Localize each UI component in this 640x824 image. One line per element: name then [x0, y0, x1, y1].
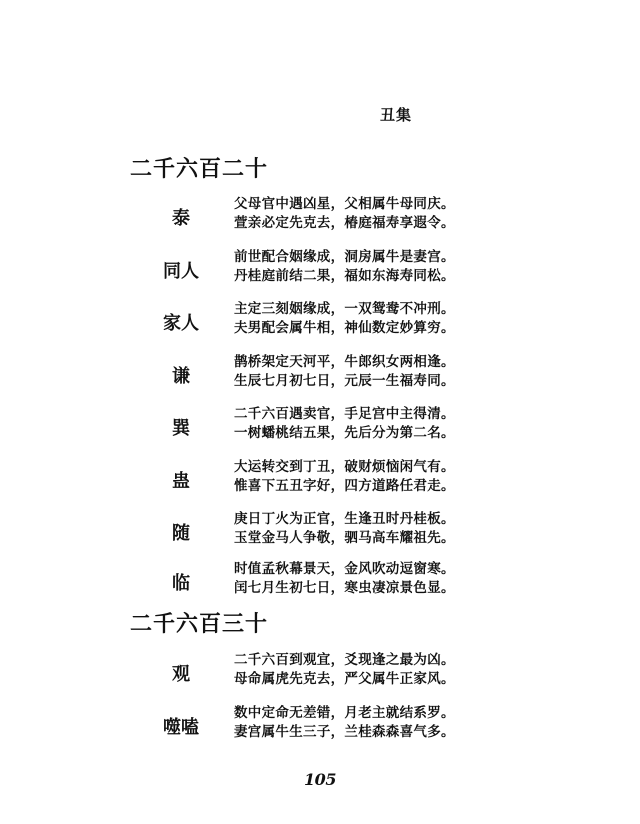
- verse-line: 庚日丁火为正官，生逢丑时丹桂板。: [234, 511, 455, 527]
- verse-line: 数中定命无差错，月老主就结系罗。: [234, 705, 455, 721]
- verse-line: 父母官中遇凶星，父相属牛母同庆。: [234, 196, 455, 212]
- hexagram-name: 巽: [172, 418, 190, 439]
- verse-line: 生辰七月初七日，元辰一生福寿同。: [234, 373, 455, 389]
- hexagram-name: 观: [172, 664, 190, 685]
- entry: [150, 350, 480, 394]
- verse-line: 夫男配会属牛相，神仙数定妙算穷。: [234, 320, 455, 336]
- verse-line: 时值孟秋幕景天，金风吹动逗窗寒。: [234, 561, 455, 577]
- entry: [150, 557, 480, 601]
- verse-line: 一树蟠桃结五果，先后分为第二名。: [234, 425, 455, 441]
- entry: [150, 455, 480, 499]
- hexagram-name: 同人: [163, 261, 199, 282]
- hexagram-name: 临: [172, 573, 190, 594]
- entry: [150, 648, 480, 692]
- verse-line: 萱亲必定先克去，椿庭福寿享遐令。: [234, 215, 455, 231]
- verse-line: 二千六百到观宜，爻现逢之最为凶。: [234, 652, 455, 668]
- verse-line: 主定三刻姻缘成，一双鸳鸯不冲刑。: [234, 301, 455, 317]
- verse-line: 惟喜下五丑字好，四方道路任君走。: [234, 478, 455, 494]
- hexagram-name: 家人: [163, 313, 199, 334]
- entry: [150, 507, 480, 551]
- hexagram-name: 噬嗑: [163, 717, 199, 738]
- hexagram-name: 泰: [172, 208, 190, 229]
- verse-line: 闰七月生初七日，寒虫凄凉景色显。: [234, 580, 455, 596]
- entry: [150, 192, 480, 236]
- section-title: 二千六百二十: [130, 156, 269, 182]
- entry: [150, 701, 480, 745]
- entry: [150, 402, 480, 446]
- verse-line: 大运转交到丁丑，破财烦恼闲气有。: [234, 459, 455, 475]
- entry: [150, 245, 480, 289]
- page-number: 105: [304, 770, 336, 789]
- verse-line: 鹊桥架定天河平，牛郎织女两相逢。: [234, 354, 455, 370]
- verse-line: 丹桂庭前结二果，福如东海寿同松。: [234, 268, 455, 284]
- running-header: 丑集: [380, 106, 413, 124]
- verse-line: 二千六百遇卖官，手足宫中主得清。: [234, 406, 455, 422]
- hexagram-name: 谦: [172, 366, 190, 387]
- section-title: 二千六百三十: [130, 611, 269, 637]
- verse-line: 玉堂金马人争敬，驷马高车耀祖先。: [234, 530, 455, 546]
- hexagram-name: 随: [172, 523, 190, 544]
- entry: [150, 297, 480, 341]
- verse-line: 前世配合姻缘成，洞房属牛是妻宫。: [234, 249, 455, 265]
- verse-line: 母命属虎先克去，严父属牛正家风。: [234, 671, 455, 687]
- verse-line: 妻宫属牛生三子，兰桂森森喜气多。: [234, 724, 455, 740]
- hexagram-name: 蛊: [172, 471, 190, 492]
